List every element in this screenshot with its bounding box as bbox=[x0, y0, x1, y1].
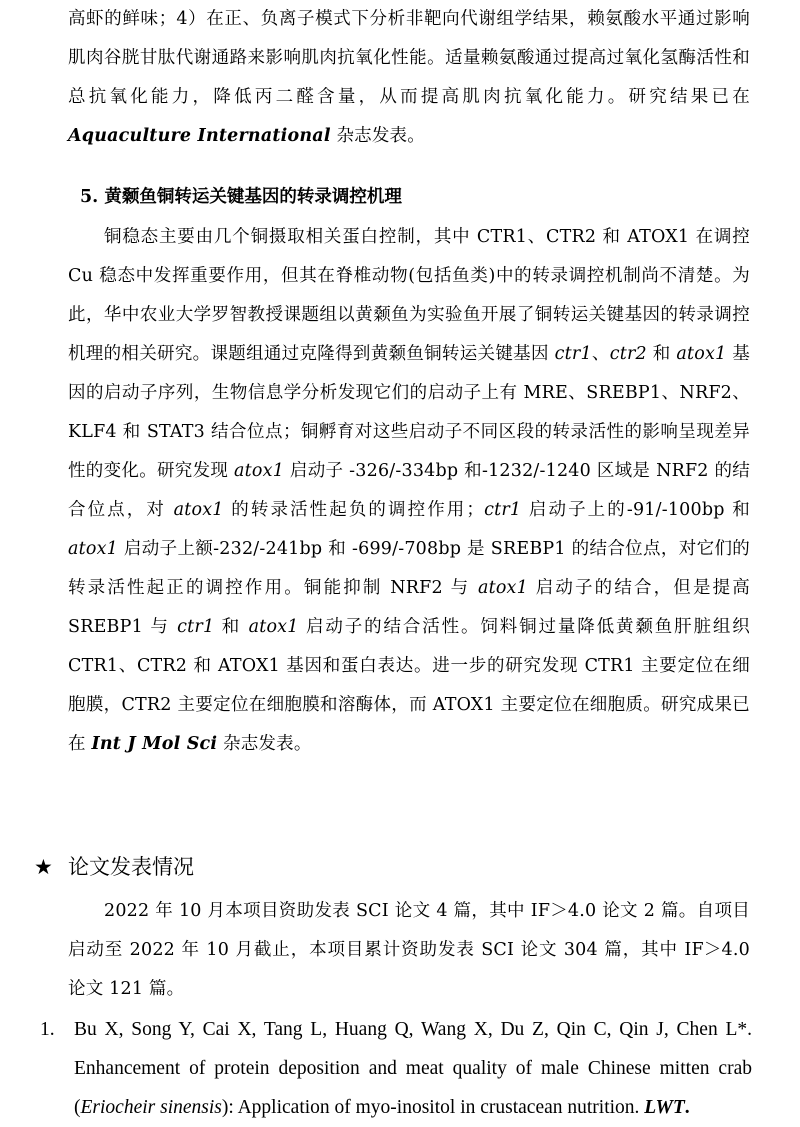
gene-name: ctr2 bbox=[609, 344, 647, 364]
journal-name: LWT bbox=[644, 1097, 685, 1118]
species-name: Eriocheir sinensis bbox=[80, 1097, 222, 1118]
reference-number: 1. bbox=[40, 1019, 55, 1040]
papers-summary-paragraph: 2022 年 10 月本项目资助发表 SCI 论文 4 篇，其中 IF＞4.0 论文 2 篇。自项目启动至 2022 年 10 月截止，本项目累计资助发表 SCI 论文 304 篇，其中 IF＞4.0 论文 121 篇。 bbox=[68, 901, 750, 999]
gene-name: atox1 bbox=[234, 461, 285, 481]
paragraph-text: 高虾的鲜味；4）在正、负离子模式下分析非靶向代谢组学结果，赖氨酸水平通过影响肌肉谷胱甘肽代谢通路来影响肌肉抗氧化性能。适量赖氨酸通过提高过氧化氢酶活性和总抗氧化能力，降低丙二醛含量，从而提高肌肉抗氧化能力。研究结果已在 bbox=[68, 9, 750, 107]
paragraph-text: 铜稳态主要由几个铜摄取相关蛋白控制，其中 CTR1、CTR2 和 ATOX1 在调控 Cu 稳态中发挥重要作用，但其在脊椎动物(包括鱼类)中的转录调控机制尚不清楚。为此，华中农业大学罗智教授课题组以黄颡鱼为实验鱼开展了铜转运关键基因的转录调控机理的相关研究。课题组通过克隆得到黄颡鱼铜转运关键基因 bbox=[68, 227, 750, 364]
section-5-heading: 5. 黄颡鱼铜转运关键基因的转录调控机理 bbox=[80, 187, 402, 207]
papers-section-title bbox=[34, 850, 194, 884]
gene-name: atox1 bbox=[68, 539, 119, 559]
reference-authors-title: Bu X, Song Y, Cai X, Tang L, Huang Q, Wang X, Du Z, Qin C, Qin J, Chen L*. Enhancement of protein deposition and meat quality of male Chinese mitten crab ( bbox=[74, 1019, 752, 1118]
gene-name: ctr1 bbox=[177, 617, 215, 637]
paragraph-text: 的转录活性起负的调控作用； bbox=[223, 500, 485, 520]
gene-name: atox1 bbox=[173, 500, 224, 520]
gene-name: atox1 bbox=[477, 578, 528, 598]
paragraph-text: 和 bbox=[214, 617, 249, 637]
paragraph-text: 启动子上额-232/-241bp 和 -699/-708bp 是 SREBP1 的结合位点，对它们的转录活性起正的调控作用。铜能抑制 NRF2 与 bbox=[68, 539, 750, 598]
paragraph-text: 启动子上的-91/-100bp 和 bbox=[521, 500, 750, 520]
paragraph-text: 和 bbox=[646, 344, 677, 364]
journal-name: Aquaculture International bbox=[68, 126, 331, 146]
paragraph-text: 启动子的结合，但是提高 SREBP1 与 bbox=[68, 578, 750, 637]
gene-name: atox1 bbox=[248, 617, 299, 637]
paragraph-text: 杂志发表。 bbox=[217, 734, 312, 754]
reference-text bbox=[74, 1010, 752, 1127]
paragraph-text: 启动子的结合活性。饲料铜过量降低黄颡鱼肝脏组织 CTR1、CTR2 和 ATOX1 基因和蛋白表达。进一步的研究发现 CTR1 主要定位在细胞膜，CTR2 主要定位在细胞膜和溶酶体，而 ATOX1 主要定位在细胞质。研究成果已在 bbox=[68, 617, 750, 754]
star-icon: ★ bbox=[34, 855, 53, 879]
reference-title-rest: ): Application of myo-inositol in crustacean nutrition. bbox=[221, 1097, 645, 1118]
section-title-text: 论文发表情况 bbox=[68, 855, 194, 879]
paragraph-text: 基因的启动子序列，生物信息学分析发现它们的启动子上有 MRE、SREBP1、NRF2、KLF4 和 STAT3 结合位点；铜孵育对这些启动子不同区段的转录活性的影响呈现差异性的变化。研究发现 bbox=[68, 344, 750, 481]
lysine-paragraph bbox=[68, 0, 750, 156]
paragraph-text: 启动子 -326/-334bp 和-1232/-1240 区域是 NRF2 的结合位点，对 bbox=[68, 461, 750, 520]
reference-tail: . bbox=[684, 1097, 690, 1118]
gene-name: ctr1 bbox=[484, 500, 522, 520]
paragraph-text: 杂志发表。 bbox=[330, 126, 425, 146]
gene-name: ctr1 bbox=[554, 344, 592, 364]
copper-transport-paragraph bbox=[68, 218, 750, 764]
gene-name: atox1 bbox=[676, 344, 727, 364]
paragraph-text: 、 bbox=[591, 344, 610, 364]
journal-name: Int J Mol Sci bbox=[91, 734, 218, 754]
